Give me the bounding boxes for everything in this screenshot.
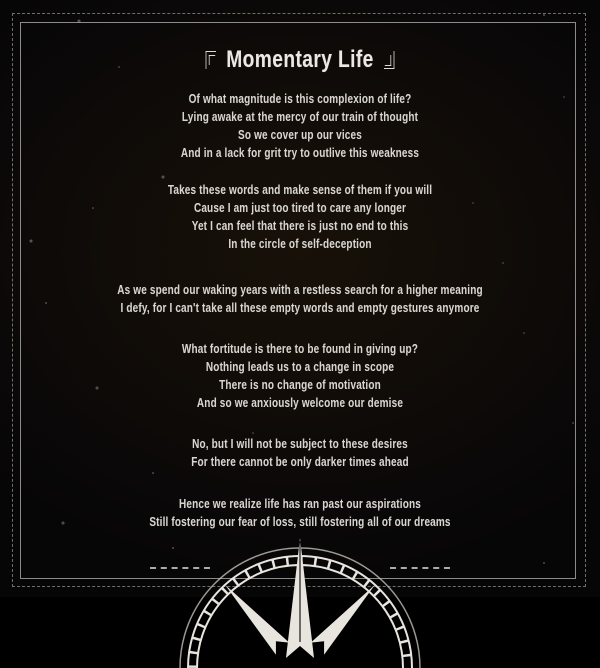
close-corner-bracket-icon [384,51,394,69]
lyrics-line: And so we anxiously welcome our demise [60,394,540,412]
compass-rose-icon [140,536,460,668]
lyrics-line: What fortitude is there to be found in giving up? [60,340,540,358]
lyrics-stanza-1 [60,90,540,162]
lyrics-stanza-3 [60,281,540,317]
lyrics-stanza-2 [60,181,540,253]
lyrics-stanza-4 [60,340,540,412]
song-title-text: Momentary Life [226,46,374,74]
lyrics-line: No, but I will not be subject to these desires [60,435,540,453]
page-title [60,46,540,74]
lyrics-line: Still fostering our fear of loss, still fostering all of our dreams [60,513,540,531]
lyrics-line: Yet I can feel that there is just no end to this [60,217,540,235]
open-corner-bracket-icon [205,51,215,69]
lyrics-stanza-6 [60,495,540,531]
lyrics-line: In the circle of self-deception [60,235,540,253]
paper-noise-speckles [0,0,2,2]
lyrics-line: For there cannot be only darker times ahead [60,453,540,471]
lyrics-line: Cause I am just too tired to care any longer [60,199,540,217]
lyrics-line: Hence we realize life has ran past our aspirations [60,495,540,513]
lyrics-stanza-5 [60,435,540,471]
lyrics-line: Takes these words and make sense of them if you will [60,181,540,199]
lyrics-line: As we spend our waking years with a restless search for a higher meaning [60,281,540,299]
lyrics-line: And in a lack for grit try to outlive this weakness [60,144,540,162]
lyrics-line: There is no change of motivation [60,376,540,394]
lyrics-line: I defy, for I can't take all these empty words and empty gestures anymore [60,299,540,317]
lyrics-line: Of what magnitude is this complexion of life? [60,90,540,108]
lyrics-line: Nothing leads us to a change in scope [60,358,540,376]
lyrics-line: Lying awake at the mercy of our train of thought [60,108,540,126]
lyrics-line: So we cover up our vices [60,126,540,144]
